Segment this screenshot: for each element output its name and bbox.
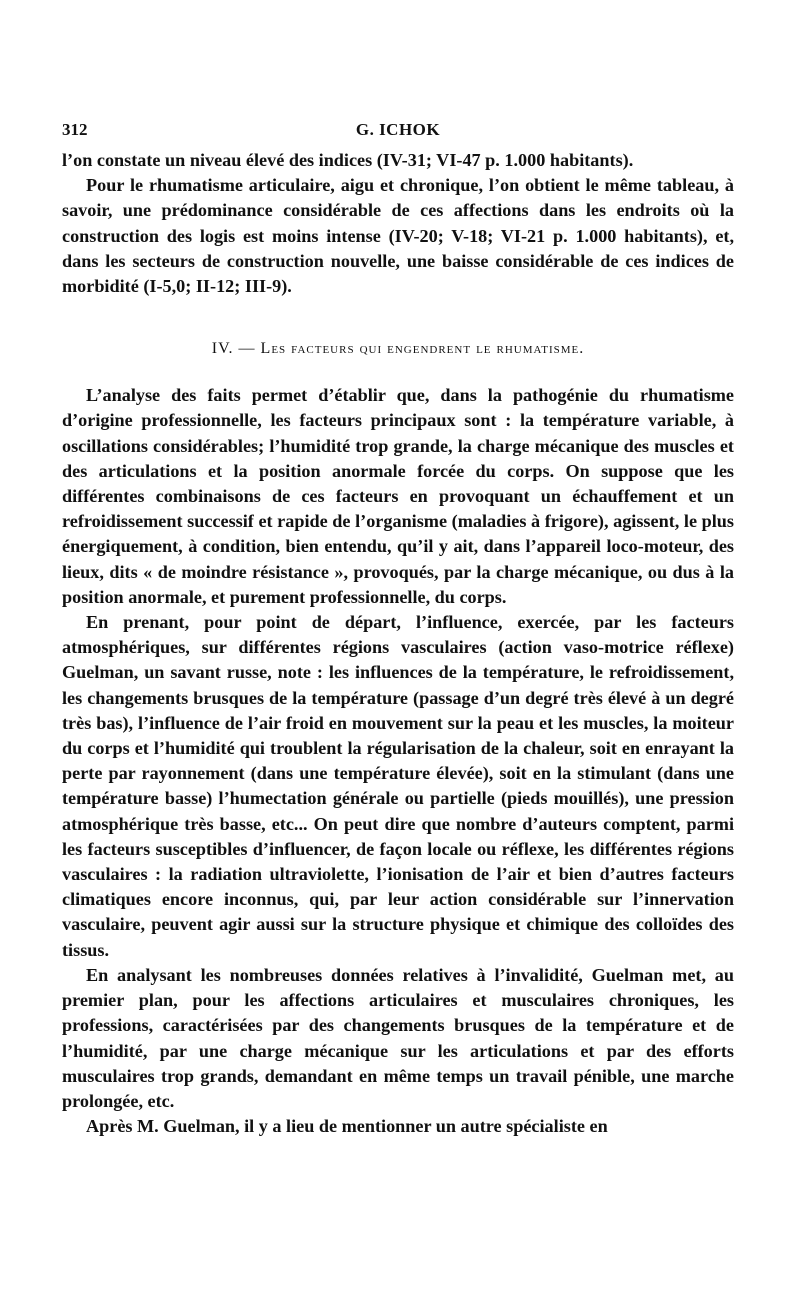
running-head: G. ICHOK <box>355 120 441 139</box>
section-heading: IV. — Les facteurs qui engendrent le rhumatisme. <box>211 340 585 358</box>
paragraph-rhumatisme-tableau: Pour le rhumatisme articulaire, aigu et chronique, l’on obtient le même tableau, à savoir, une prédominance considérable de ces affections dans les endroits où la construction des logis est moins intense (IV-20; V-18; VI-21 p. 1.000 habitants), et, dans les secteurs de construction nouvelle, une baisse considérable de ces indices de morbidité (I-5,0; II-12; III-9). <box>62 175 734 297</box>
book-page <box>62 120 734 1139</box>
paragraph-facteurs-atmospheriques: En prenant, pour point de départ, l’influence, exercée, par les facteurs atmosphériques, sur différentes régions vasculaires (action vaso-motrice réflexe) Guelman, un savant russe, note : les influences de la température, le refroidissement, les changements brusques de la température (passage d’un degré très élevé à un degré très bas), l’influence de l’air froid en mouvement sur la peau et les muscles, la moiteur du corps et l’humidité qui troublent la régularisation de la chaleur, soit en enrayant la perte par rayonnement (dans une température élevée), soit en la stimulant (dans une température basse) l’humectation générale ou partielle (pieds mouillés), une pression atmosphérique très basse, etc... On peut dire que nombre d’auteurs comptent, parmi les facteurs susceptibles d’influencer, de façon locale ou réflexe, les différentes régions vasculaires : la radiation ultraviolette, l’ionisation de l’air et bien d’autres facteurs climatiques encore inconnus, qui, par leur action considérable sur l’innervation vasculaire, peuvent agir aussi sur la structure physique et chimique des colloïdes des tissus. <box>62 612 734 960</box>
page-number: 312 <box>62 120 88 139</box>
paragraph-invalidite: En analysant les nombreuses données relatives à l’invalidité, Guelman met, au premier plan, pour les affections articulaires et musculaires chroniques, les professions, caractérisées par des changements brusques de la température et de l’humidité, par une charge mécanique sur les articulations et par des efforts musculaires trop grands, demandant en même temps un travail pénible, une marche prolongée, etc. <box>62 964 734 1111</box>
paragraph-apres-guelman: Après M. Guelman, il y a lieu de mentionner un autre spécialiste en <box>86 1116 608 1137</box>
page-header <box>62 120 734 148</box>
paragraph-pathogenie: L’analyse des faits permet d’établir que, dans la pathogénie du rhumatisme d’origine professionnelle, les facteurs principaux sont : la température variable, à oscillations considérables; l’humidité trop grande, la charge mécanique des muscles et des articulations et la position anormale forcée du corps. On suppose que les différentes combinaisons de ces facteurs en provoquant un échauffement et un refroidissement successif et rapide de l’organisme (maladies à frigore), agissent, le plus énergiquement, à condition, bien entendu, qu’il y ait, dans l’appareil loco-moteur, des lieux, dits « de moindre résistance », provoqués, par la charge mécanique, ou dus à la position anormale, et purement professionnelle, du corps. <box>62 385 734 607</box>
paragraph-continued: l’on constate un niveau élevé des indices (IV-31; VI-47 p. 1.000 habitants). <box>62 150 634 170</box>
